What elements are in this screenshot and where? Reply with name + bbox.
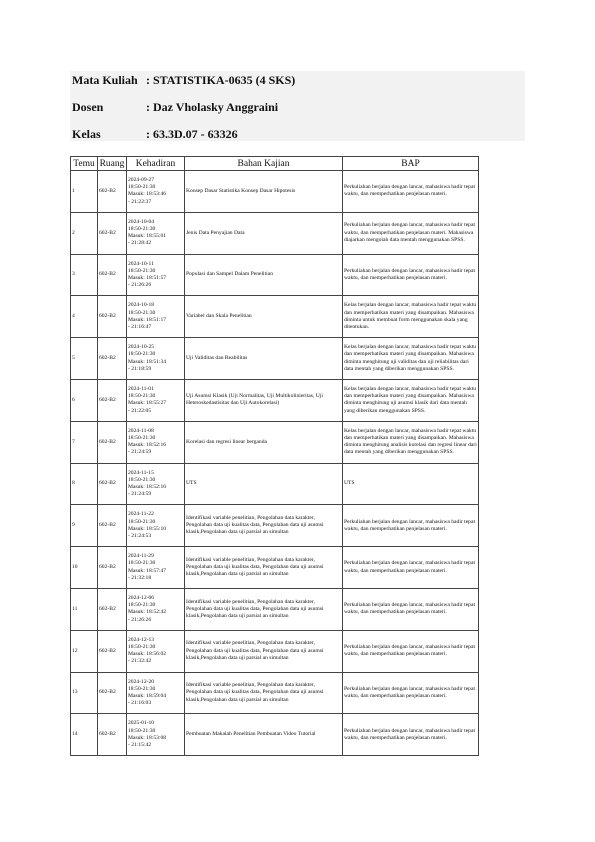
kehadiran-cell <box>127 463 185 505</box>
kehadiran-time: 18:50-21:30 <box>128 560 156 567</box>
kehadiran-keluar: - 21:18:59 <box>128 365 152 372</box>
kehadiran-time: 18:50-21:30 <box>128 351 156 358</box>
kehadiran-keluar: - 21:28:42 <box>128 240 152 247</box>
bap-cell: Perkuliahan berjalan dengan lancar, mahasiswa hadir tepat waktu, dan memperhatikan penjelasan materi. <box>343 254 479 296</box>
bap-cell: Perkuliahan berjalan dengan lancar, mahasiswa hadir tepat waktu, dan memperhatikan penjelasan materi. Mahasiswa diajarkan mengolah data mentah menggunakan SPSS. <box>343 212 479 254</box>
bap-cell: Kelas berjalan dengan lancar, mahasiswa hadir tepat waktu dan memperhatikan materi yang disampaikan. Mahasiswa diminta untuk membuat form menggunakan skala yang ditentukan. <box>343 296 479 338</box>
table-row <box>71 379 479 421</box>
kehadiran-cell <box>127 421 185 463</box>
table-row <box>71 547 479 589</box>
temu-cell: 7 <box>71 421 98 463</box>
bahan-kajian-cell: Uji Validitas dan Reabilitas <box>185 338 343 380</box>
kehadiran-time: 18:50-21:30 <box>128 602 156 609</box>
kehadiran-keluar: - 21:32:18 <box>128 574 152 581</box>
bap-cell: Kelas berjalan dengan lancar, mahasiswa hadir tepat waktu dan memperhatikan materi yang disampaikan. Mahasiswa diminta menghitung uji validitas dan uji reliabilitas dari data mentah yang diberikan menggunakan SPSS. <box>343 338 479 380</box>
kehadiran-keluar: - 21:24:53 <box>128 532 152 539</box>
kehadiran-time: 18:50-21:30 <box>128 309 156 316</box>
bahan-kajian-cell: Populasi dan Sampel Dalam Penelitian <box>185 254 343 296</box>
dosen-label: Dosen <box>72 100 104 114</box>
kelas-label: Kelas <box>72 127 101 141</box>
kehadiran-time: 18:50-21:30 <box>128 393 156 400</box>
ruang-cell: 602-B2 <box>98 630 127 672</box>
bahan-kajian-cell: Pembuatan Makalah Penelitian Pembuatan Video Tutorial <box>185 714 343 756</box>
kehadiran-date: 2024-11-29 <box>128 553 154 560</box>
kehadiran-time: 18:50-21:30 <box>128 727 156 734</box>
kehadiran-time: 18:50-21:30 <box>128 518 156 525</box>
kehadiran-date: 2024-11-01 <box>128 385 154 392</box>
kehadiran-cell <box>127 714 185 756</box>
kehadiran-date: 2024-10-25 <box>128 344 155 351</box>
bahan-kajian-cell: UTS <box>185 463 343 505</box>
bap-cell: Perkuliahan berjalan dengan lancar, mahasiswa hadir tepat waktu, dan memperhatikan penjelasan materi. <box>343 505 479 547</box>
bahan-kajian-cell: Konsep Dasar Statistika Konsep Dasar Hipotesis <box>185 171 343 213</box>
ruang-cell: 602-B2 <box>98 379 127 421</box>
kehadiran-date: 2024-10-04 <box>128 218 155 225</box>
bahan-kajian-cell: Korelasi dan regresi linear berganda <box>185 421 343 463</box>
temu-cell: 11 <box>71 588 98 630</box>
kehadiran-masuk: Masuk: 18:55:01 <box>128 233 167 240</box>
attendance-table <box>70 156 479 756</box>
ruang-cell: 602-B2 <box>98 505 127 547</box>
bap-cell: Perkuliahan berjalan dengan lancar, mahasiswa hadir tepat waktu, dan memperhatikan penjelasan materi. <box>343 672 479 714</box>
kehadiran-cell <box>127 171 185 213</box>
temu-cell: 14 <box>71 714 98 756</box>
temu-cell: 6 <box>71 379 98 421</box>
bap-cell: Perkuliahan berjalan dengan lancar, mahasiswa hadir tepat waktu, dan memperhatikan penjelasan materi. <box>343 171 479 213</box>
temu-cell: 4 <box>71 296 98 338</box>
table-row <box>71 171 479 213</box>
kehadiran-keluar: - 21:26:26 <box>128 616 152 623</box>
kehadiran-keluar: - 21:32:42 <box>128 658 152 665</box>
kehadiran-date: 2024-11-22 <box>128 511 154 518</box>
kehadiran-time: 18:50-21:30 <box>128 685 156 692</box>
table-row <box>71 672 479 714</box>
kehadiran-masuk: Masuk: 18:53:46 <box>128 191 167 198</box>
bahan-kajian-cell: Identifikasi variable penelitian, Pengolahan data karakter, Pengolahan data uji kualitas data, Pengolahan data uji asumsi klasik,Pengolahan data uji parsial an simultan <box>185 547 343 589</box>
kehadiran-date: 2025-01-10 <box>128 720 155 727</box>
kehadiran-masuk: Masuk: 18:57:47 <box>128 567 167 574</box>
kehadiran-time: 18:50-21:30 <box>128 225 156 232</box>
kehadiran-time: 18:50-21:30 <box>128 184 156 191</box>
bap-cell: Perkuliahan berjalan dengan lancar, mahasiswa hadir tepat waktu, dan memperhatikan penjelasan materi. <box>343 547 479 589</box>
bahan-kajian-cell: Jenis Data Penyajian Data <box>185 212 343 254</box>
kehadiran-keluar: - 21:15:42 <box>128 741 152 748</box>
mata-kuliah-label: Mata Kuliah <box>72 73 138 87</box>
bap-cell: Perkuliahan berjalan dengan lancar, mahasiswa hadir tepat waktu, dan memperhatikan penjelasan materi. <box>343 714 479 756</box>
table-row <box>71 630 479 672</box>
kehadiran-masuk: Masuk: 18:59:04 <box>128 692 167 699</box>
temu-cell: 3 <box>71 254 98 296</box>
column-header-temu: Temu <box>71 157 98 171</box>
kehadiran-date: 2024-10-11 <box>128 260 154 267</box>
ruang-cell: 602-B2 <box>98 171 127 213</box>
kehadiran-keluar: - 21:22:37 <box>128 198 152 205</box>
kehadiran-masuk: Masuk: 18:52:16 <box>128 442 167 449</box>
table-row <box>71 421 479 463</box>
table-row <box>71 463 479 505</box>
column-header-bap: BAP <box>343 157 479 171</box>
kehadiran-masuk: Masuk: 18:51:57 <box>128 274 167 281</box>
table-row <box>71 505 479 547</box>
kehadiran-masuk: Masuk: 18:55:27 <box>128 400 167 407</box>
ruang-cell: 602-B2 <box>98 672 127 714</box>
ruang-cell: 602-B2 <box>98 421 127 463</box>
temu-cell: 1 <box>71 171 98 213</box>
ruang-cell: 602-B2 <box>98 296 127 338</box>
bap-cell: Kelas berjalan dengan lancar, mahasiswa hadir tepat waktu dan memperhatikan materi yang disampaikan. Mahasiswa diminta menghitung analisis korelasi dan regresi linear dari data mentah yang diberikan menggunakan SPSS. <box>343 421 479 463</box>
kehadiran-cell <box>127 505 185 547</box>
table-row <box>71 212 479 254</box>
kehadiran-date: 2024-11-08 <box>128 427 154 434</box>
bap-cell: Kelas berjalan dengan lancar, mahasiswa hadir tepat waktu dan memperhatikan materi yang disampaikan. Mahasiswa diminta menghitung uji asumsi klasik dari data mentah yang diberikan menggunakan SPSS. <box>343 379 479 421</box>
kehadiran-keluar: - 21:16:47 <box>128 323 152 330</box>
bahan-kajian-cell: Identifikasi variable penelitian, Pengolahan data karakter, Pengolahan data uji kualitas data, Pengolahan data uji asumsi klasik,Pengolahan data uji parsial an simultan <box>185 505 343 547</box>
kehadiran-masuk: Masuk: 18:51:34 <box>128 358 167 365</box>
ruang-cell: 602-B2 <box>98 254 127 296</box>
ruang-cell: 602-B2 <box>98 463 127 505</box>
temu-cell: 2 <box>71 212 98 254</box>
temu-cell: 9 <box>71 505 98 547</box>
column-header-bahan-kajian: Bahan Kajian <box>185 157 343 171</box>
temu-cell: 5 <box>71 338 98 380</box>
kehadiran-cell <box>127 296 185 338</box>
kehadiran-cell <box>127 254 185 296</box>
table-header-row <box>71 157 479 171</box>
kehadiran-masuk: Masuk: 18:53:08 <box>128 734 167 741</box>
kehadiran-cell <box>127 379 185 421</box>
kehadiran-cell <box>127 547 185 589</box>
kehadiran-time: 18:50-21:30 <box>128 434 156 441</box>
kehadiran-cell <box>127 212 185 254</box>
temu-cell: 12 <box>71 630 98 672</box>
kelas-value: : 63.3D.07 - 63326 <box>146 127 238 141</box>
course-info-panel <box>70 71 525 141</box>
ruang-cell: 602-B2 <box>98 212 127 254</box>
kehadiran-keluar: - 21:26:26 <box>128 282 152 289</box>
ruang-cell: 602-B2 <box>98 714 127 756</box>
bap-cell: UTS <box>343 463 479 505</box>
kehadiran-date: 2024-10-18 <box>128 302 155 309</box>
table-row <box>71 254 479 296</box>
kehadiran-cell <box>127 672 185 714</box>
bahan-kajian-cell: Identifikasi variable penelitian, Pengolahan data karakter, Pengolahan data uji kualitas data, Pengolahan data uji asumsi klasik,Pengolahan data uji parsial an simultan <box>185 630 343 672</box>
table-row <box>71 588 479 630</box>
column-header-kehadiran: Kehadiran <box>127 157 185 171</box>
temu-cell: 10 <box>71 547 98 589</box>
bahan-kajian-cell: Uji Asumsi Klasik (Uji Normalitas, Uji Multikolinieritas, Uji Heteroskedastisitas dan Uji Autokorelasi) <box>185 379 343 421</box>
column-header-ruang: Ruang <box>98 157 127 171</box>
kehadiran-cell <box>127 630 185 672</box>
dosen-value: : Daz Vholasky Anggraini <box>146 100 279 114</box>
kehadiran-keluar: - 21:16:03 <box>128 700 152 707</box>
ruang-cell: 602-B2 <box>98 588 127 630</box>
kehadiran-masuk: Masuk: 18:56:02 <box>128 651 167 658</box>
kehadiran-date: 2024-12-13 <box>128 636 155 643</box>
kehadiran-date: 2024-11-15 <box>128 469 154 476</box>
temu-cell: 13 <box>71 672 98 714</box>
bahan-kajian-cell: Variabel dan Skala Penelitian <box>185 296 343 338</box>
kehadiran-keluar: - 21:22:05 <box>128 407 152 414</box>
kehadiran-cell <box>127 588 185 630</box>
ruang-cell: 602-B2 <box>98 547 127 589</box>
kehadiran-time: 18:50-21:30 <box>128 476 156 483</box>
kehadiran-date: 2024-12-06 <box>128 594 155 601</box>
ruang-cell: 602-B2 <box>98 338 127 380</box>
kehadiran-date: 2024-12-20 <box>128 678 155 685</box>
table-row <box>71 296 479 338</box>
kehadiran-keluar: - 21:24:59 <box>128 449 152 456</box>
kehadiran-masuk: Masuk: 18:52:42 <box>128 609 167 616</box>
kehadiran-masuk: Masuk: 18:51:17 <box>128 316 167 323</box>
mata-kuliah-value: : STATISTIKA-0635 (4 SKS) <box>146 73 296 87</box>
kehadiran-masuk: Masuk: 18:52:16 <box>128 483 167 490</box>
bahan-kajian-cell: Identifikasi variable penelitian, Pengolahan data karakter, Pengolahan data uji kualitas data, Pengolahan data uji asumsi klasik,Pengolahan data uji parsial an simultan <box>185 588 343 630</box>
bahan-kajian-cell: Identifikasi variable penelitian, Pengolahan data karakter, Pengolahan data uji kualitas data, Pengolahan data uji asumsi klasik,Pengolahan data uji parsial an simultan <box>185 672 343 714</box>
kehadiran-keluar: - 21:24:59 <box>128 491 152 498</box>
table-row <box>71 714 479 756</box>
kehadiran-cell <box>127 338 185 380</box>
table-row <box>71 338 479 380</box>
bap-cell: Perkuliahan berjalan dengan lancar, mahasiswa hadir tepat waktu, dan memperhatikan penjelasan materi. <box>343 630 479 672</box>
kehadiran-masuk: Masuk: 18:55:10 <box>128 525 167 532</box>
bap-cell: Perkuliahan berjalan dengan lancar, mahasiswa hadir tepat waktu, dan memperhatikan penjelasan materi. <box>343 588 479 630</box>
temu-cell: 8 <box>71 463 98 505</box>
kehadiran-time: 18:50-21:30 <box>128 643 156 650</box>
kehadiran-date: 2024-09-27 <box>128 176 155 183</box>
kehadiran-time: 18:50-21:30 <box>128 267 156 274</box>
